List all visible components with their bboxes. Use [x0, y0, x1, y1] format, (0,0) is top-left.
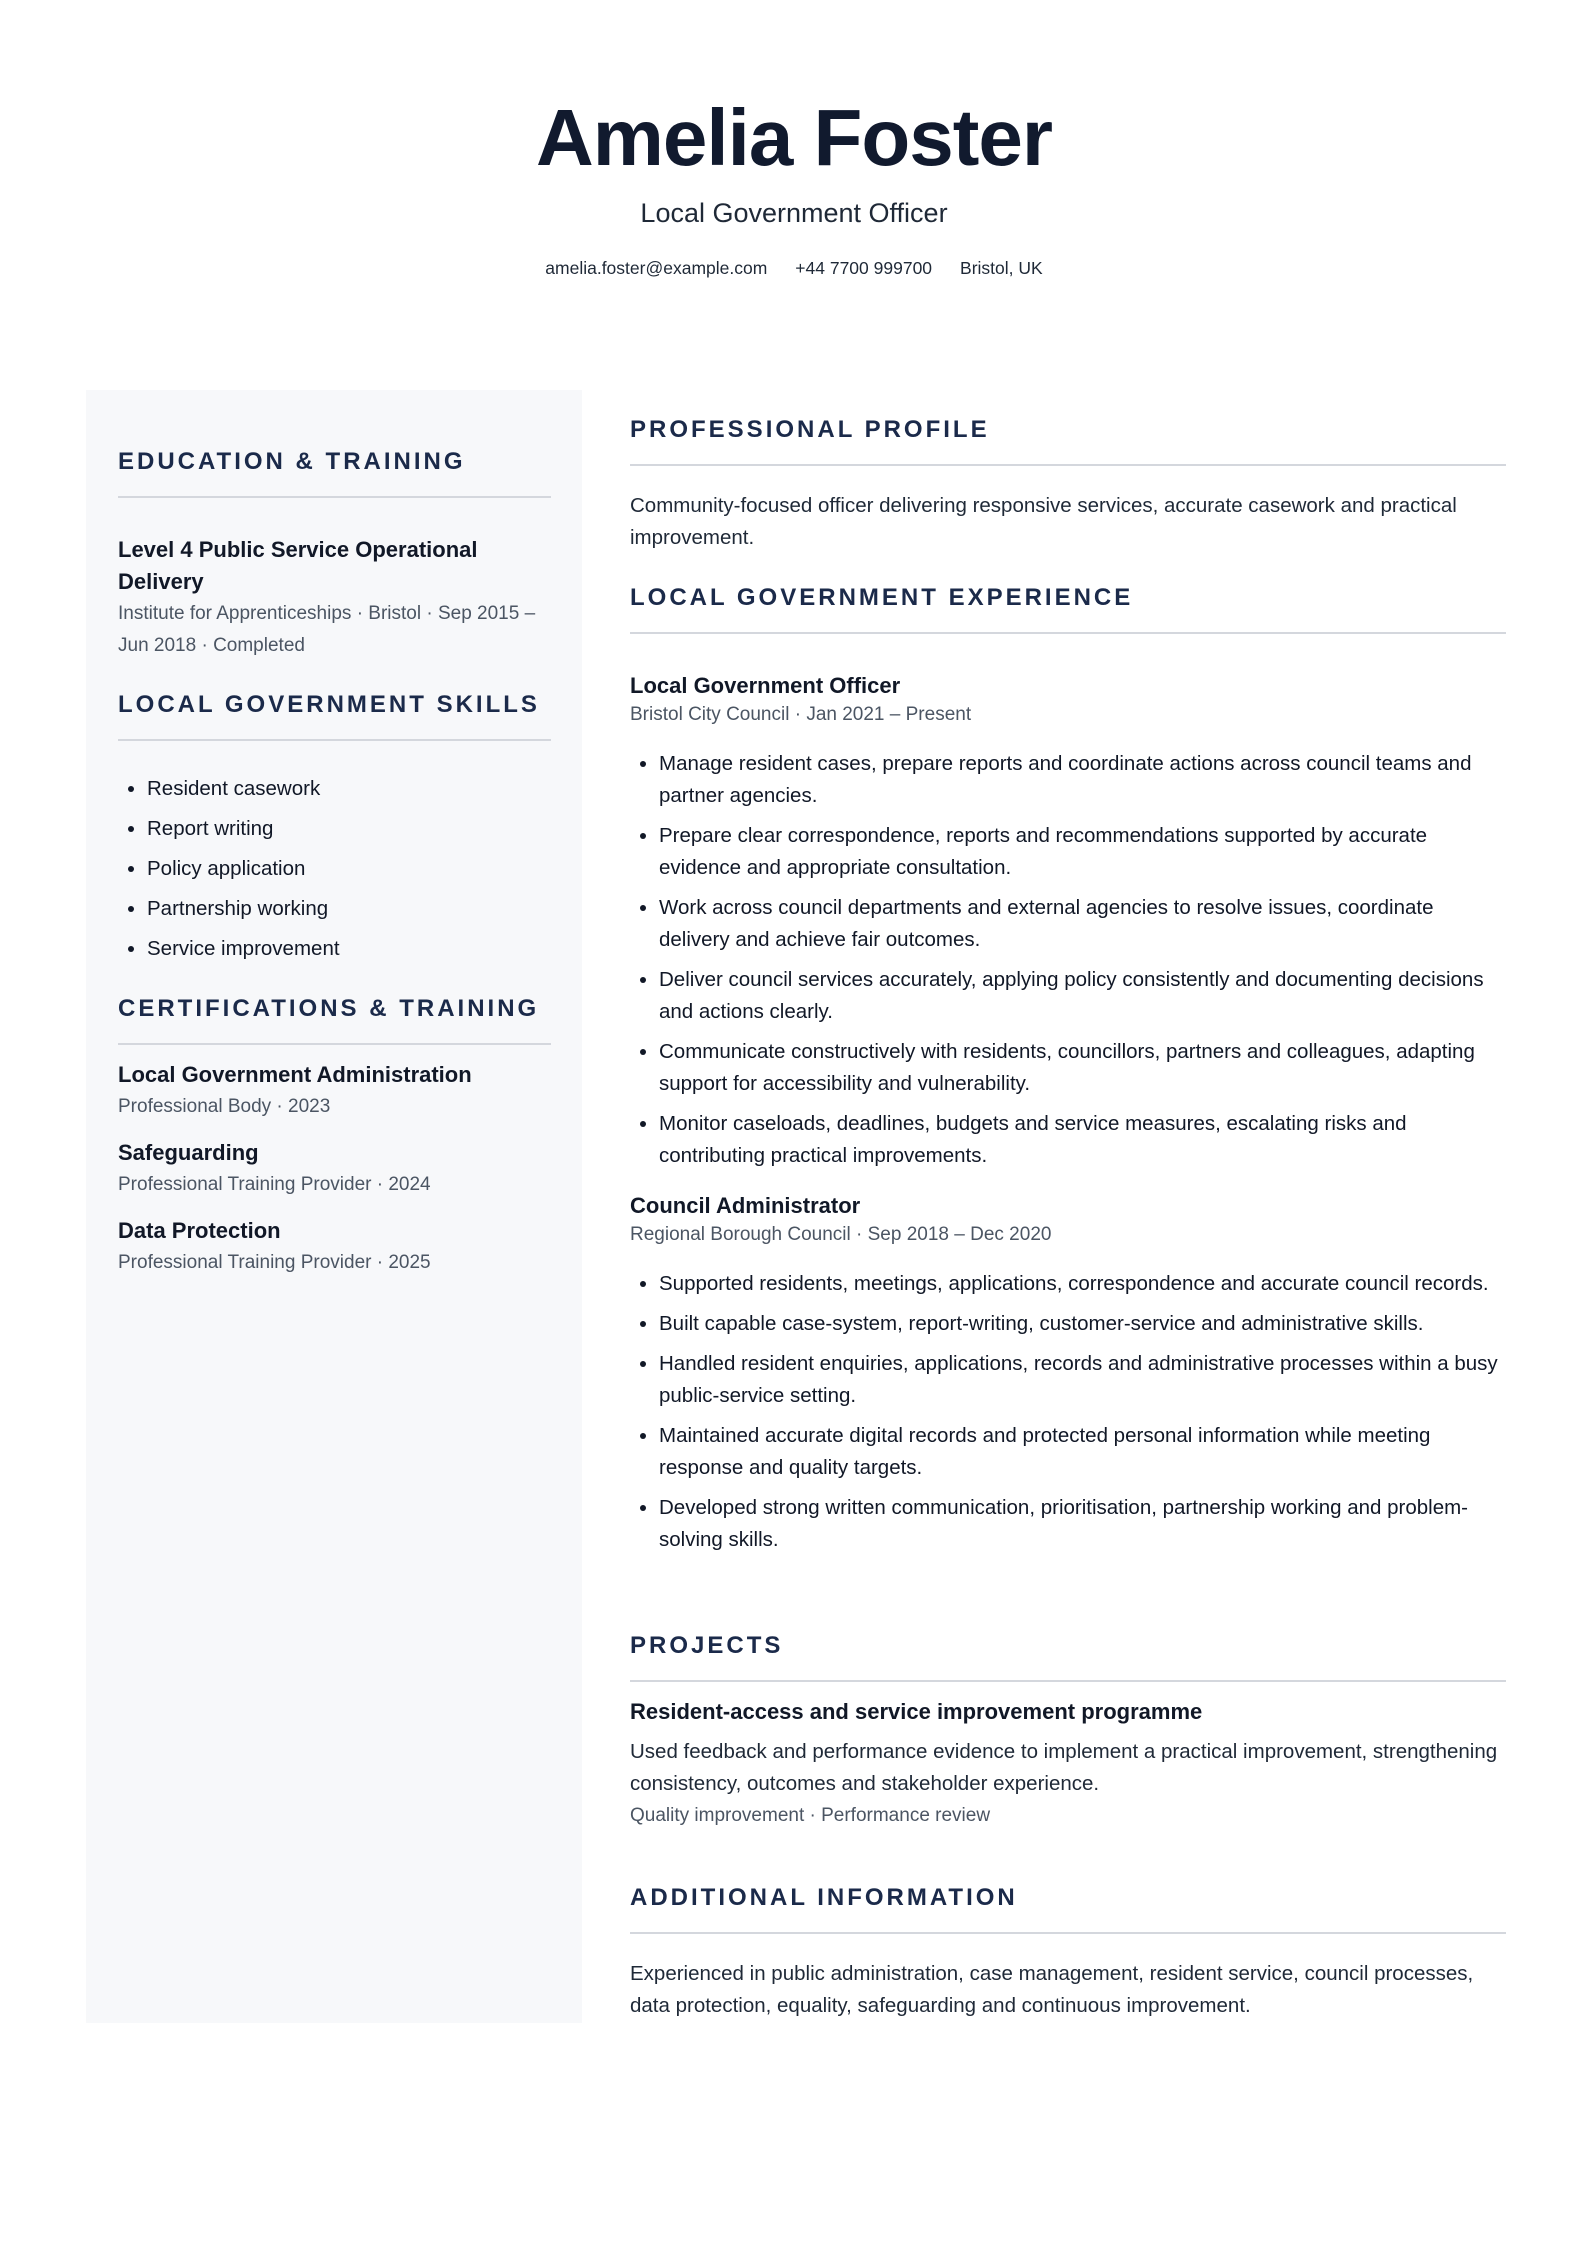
section-divider: [630, 632, 1506, 634]
section-title-education: EDUCATION & TRAINING: [118, 448, 466, 475]
certification-item: [118, 1059, 551, 1123]
job-bullet: • Handled resident enquiries, applications, records and administrative processes within a busy public-service setting.: [659, 1348, 1506, 1412]
certifications-section: [118, 993, 551, 1279]
project-description: Used feedback and performance evidence to implement a practical improvement, strengthening consistency, outcomes and stakeholder experience.: [630, 1740, 1498, 1795]
section-title-experience: LOCAL GOVERNMENT EXPERIENCE: [630, 584, 1134, 611]
job-title: Council Administrator: [630, 1193, 861, 1218]
additional-section: [630, 1882, 1506, 2022]
section-divider: [118, 739, 551, 741]
job-bullet: • Manage resident cases, prepare reports and coordinate actions across council teams and partner agencies.: [659, 748, 1506, 812]
education-item-title: Level 4 Public Service Operational Delivery: [118, 537, 478, 594]
job-bullet: • Deliver council services accurately, applying policy consistently and documenting decisions and actions clearly.: [659, 964, 1506, 1028]
skill-item: • Partnership working: [147, 893, 551, 925]
skill-item: • Report writing: [147, 813, 551, 845]
sidebar: [86, 390, 582, 2023]
section-title-certifications: CERTIFICATIONS & TRAINING: [118, 995, 540, 1022]
job-bullet: • Maintained accurate digital records and protected personal information while meeting response and quality targets.: [659, 1420, 1506, 1484]
section-divider: [630, 464, 1506, 466]
skill-item: • Policy application: [147, 853, 551, 885]
job-title: Local Government Officer: [630, 673, 901, 698]
job-bullet: • Prepare clear correspondence, reports and recommendations supported by accurate evidence and appropriate consultation.: [659, 820, 1506, 884]
section-divider: [630, 1680, 1506, 1682]
job-entry: [630, 670, 1506, 1172]
additional-text: Experienced in public administration, case management, resident service, council processes, data protection, equality, safeguarding and continuous improvement.: [630, 1962, 1474, 2017]
profile-text: Community-focused officer delivering responsive services, accurate casework and practical improvement.: [630, 494, 1457, 549]
project-name: Resident-access and service improvement programme: [630, 1699, 1203, 1724]
education-item-meta: Institute for Apprenticeships · Bristol · Sep 2015 – Jun 2018 · Completed: [118, 603, 536, 656]
contact-phone: +44 7700 999700: [795, 258, 933, 278]
job-bullet: • Developed strong written communication, prioritisation, partnership working and problem-solving skills.: [659, 1492, 1506, 1556]
skills-list: [118, 773, 551, 965]
skills-section: [118, 689, 551, 973]
job-bullet: • Supported residents, meetings, applications, correspondence and accurate council records.: [659, 1268, 1506, 1300]
section-divider: [118, 1043, 551, 1045]
contact-location: Bristol, UK: [960, 258, 1043, 278]
contact-line: [0, 258, 1588, 279]
project-tags: Quality improvement · Performance review: [630, 1805, 991, 1826]
section-title-projects: PROJECTS: [630, 1632, 784, 1659]
resume-header: [0, 88, 1588, 279]
skill-item: • Service improvement: [147, 933, 551, 965]
experience-section: [630, 582, 1506, 1564]
skill-item: • Resident casework: [147, 773, 551, 805]
certification-name: Data Protection: [118, 1218, 281, 1243]
section-divider: [630, 1932, 1506, 1934]
certification-item: [118, 1215, 551, 1279]
certification-meta: Professional Training Provider · 2025: [118, 1252, 431, 1273]
job-bullet: • Communicate constructively with residents, councillors, partners and colleagues, adapting support for accessibility and vulnerability.: [659, 1036, 1506, 1100]
certification-name: Local Government Administration: [118, 1062, 472, 1087]
section-title-profile: PROFESSIONAL PROFILE: [630, 416, 990, 443]
profile-section: [630, 414, 1506, 554]
projects-section: [630, 1630, 1506, 1832]
job-bullet: • Built capable case-system, report-writing, customer-service and administrative skills.: [659, 1308, 1506, 1340]
certification-name: Safeguarding: [118, 1140, 259, 1165]
job-meta: Bristol City Council · Jan 2021 – Present: [630, 704, 972, 725]
job-bullets: [630, 748, 1506, 1172]
section-title-skills: LOCAL GOVERNMENT SKILLS: [118, 691, 540, 718]
contact-email: amelia.foster@example.com: [545, 258, 768, 278]
job-bullet: • Monitor caseloads, deadlines, budgets and service measures, escalating risks and contributing practical improvements.: [659, 1108, 1506, 1172]
certification-meta: Professional Body · 2023: [118, 1096, 331, 1117]
certification-meta: Professional Training Provider · 2024: [118, 1174, 431, 1195]
candidate-role: Local Government Officer: [640, 198, 948, 228]
section-divider: [118, 496, 551, 498]
section-title-additional: ADDITIONAL INFORMATION: [630, 1884, 1018, 1911]
education-section: [118, 446, 551, 662]
job-bullets: [630, 1268, 1506, 1556]
job-meta: Regional Borough Council · Sep 2018 – Dec 2020: [630, 1224, 1052, 1245]
certification-item: [118, 1137, 551, 1201]
job-bullet: • Work across council departments and external agencies to resolve issues, coordinate delivery and achieve fair outcomes.: [659, 892, 1506, 956]
candidate-name: Amelia Foster: [535, 93, 1053, 182]
job-entry: [630, 1190, 1506, 1556]
